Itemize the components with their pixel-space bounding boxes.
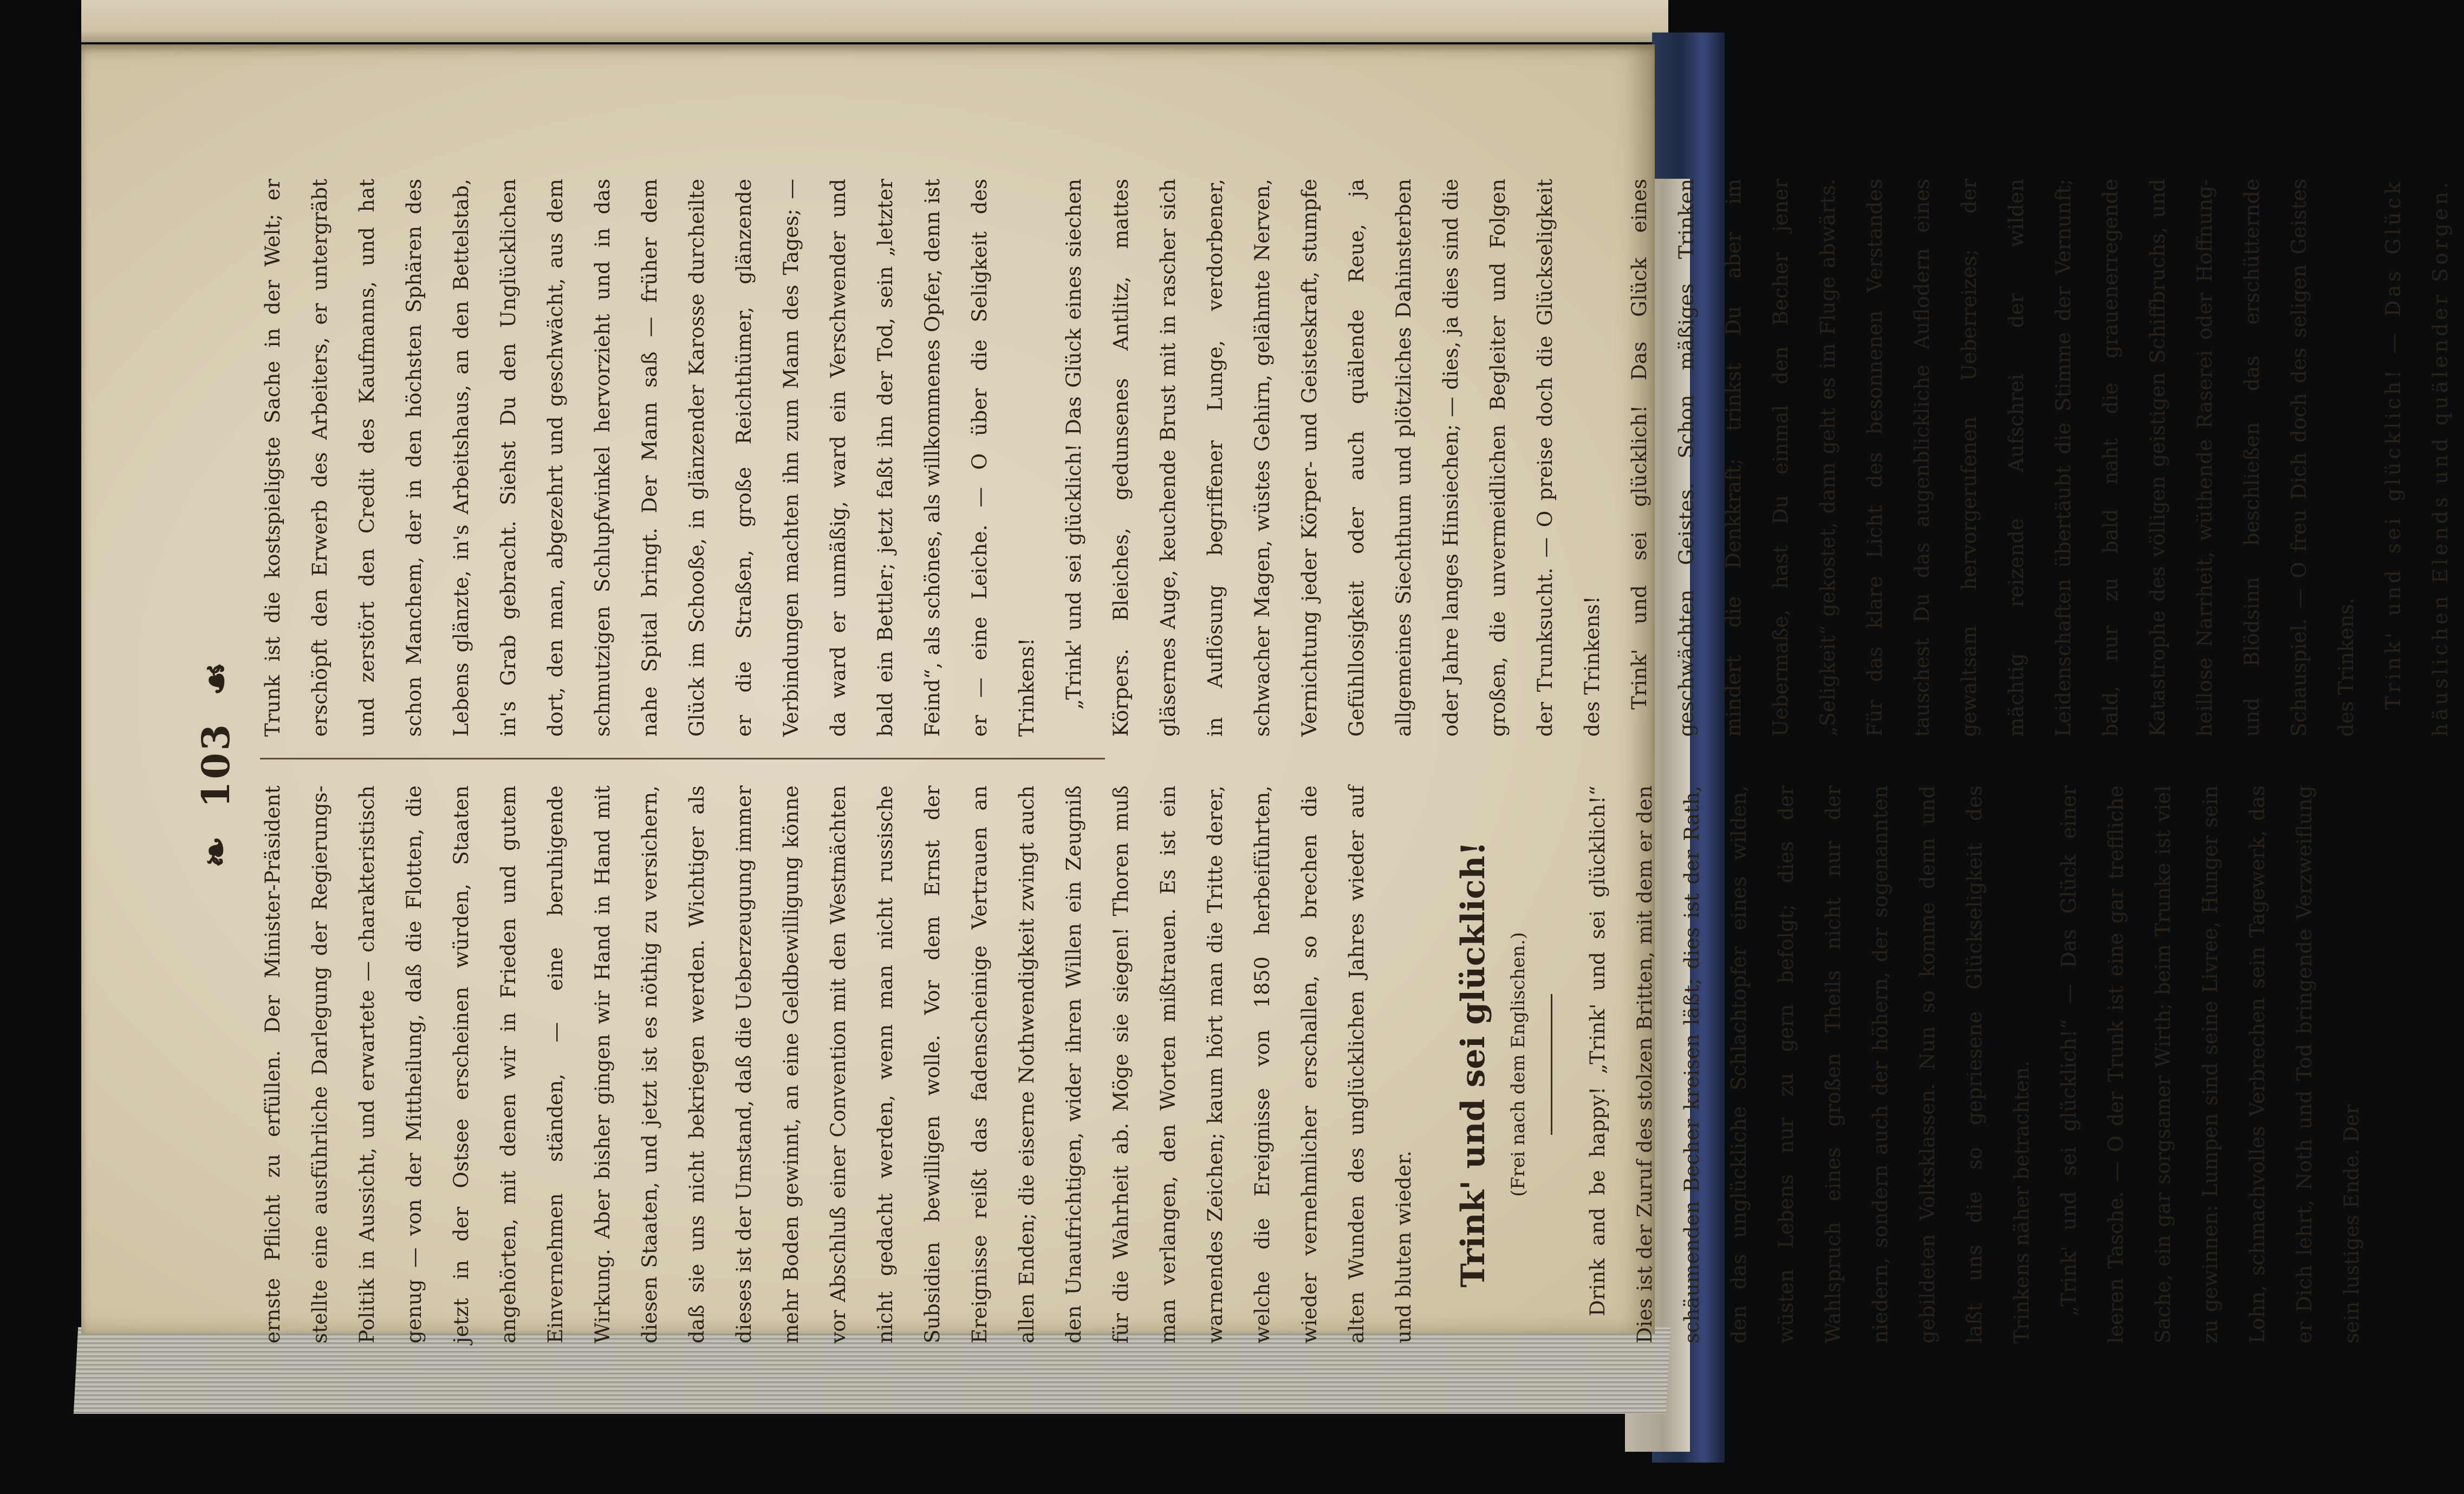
page-number: 103 [193,722,238,808]
ornament-left-icon: ❧ [193,834,238,868]
right-paragraph-3: Trink' und sei glücklich! Das Glück eines geschwächten Geistes. Schon mäßiges Trinken mindert die Denkkraft; trinkst Du aber im Uebermaße, hast Du einmal den Becher jener „Seligkeit“ gekostet, dann geht es im Fluge abwärts. Für das klare Licht des besonnenen Verstandes tauschest Du das augenblickliche Auflodern eines gewaltsam hervorgerufenen Ueberreizes; der mächtig reizende Aufschrei der wilden Leidenschaften übertäubt die Stimme der Vernunft; bald, nur zu bald naht die grauenerregende Katastrophe des völligen geistigen Schiffbruchs, und heillose Narrheit, wüthende Raserei oder Hoffnung- und Blödsinn beschließen das erschütternde Schauspiel. — O freu Dich doch des seligen Geistes des Trinkens. [1627,179,2358,737]
right-paragraph-1: Trunk ist die kostspieligste Sache in der Welt; er erschöpft den Erwerb des Arbeiters, er untergräbt und zerstört den Credit des Kaufmanns, und hat schon Manchem, der in den höchsten Sphären des Lebens glänzte, in's Arbeitshaus, an den Bettelstab, in's Grab gebracht. Siehst Du den Unglücklichen dort, den man, abgezehrt und geschwächt, aus dem schmutzigen Schlupfwinkel hervorzieht und in das nahe Spital bringt. Der Mann saß — früher dem Glück im Schooße, in glänzender Karosse durcheilte er die Straßen, große Reichthümer, glänzende Verbindungen machten ihn zum Mann des Tages; — da ward er unmäßig, ward ein Verschwender und bald ein Bettler; jetzt faßt ihn der Tod, sein „letzter Feind“, als schönes, als willkommenes Opfer, denn ist er — eine Leiche. — O über die Seligkeit des Trinkens! [261,179,1038,737]
page-header [190,168,244,1360]
title-rule [1551,994,1552,1135]
left-paragraph-2: Drink and be happy! „Trink' und sei glücklich!“ Dies ist der Zuruf des stolzen Britten, mit dem er den schäumenden Becher kreisen läßt; dies ist der Rath, den das unglückliche Schlachtopfer eines wilden, wüsten Lebens nur zu gern befolgt; dies der Wahlspruch eines großen Theils nicht nur der niedern, sondern auch der höhern, der sogenannten gebildeten Volksklassen. Nun so komme denn und laßt uns die so gepriesene Glückseligkeit des Trinkens näher betrachten. [1585,785,2033,1343]
left-paragraph-3: „Trink' und sei glücklich!“ — Das Glück einer leeren Tasche. — O der Trunk ist eine gar treffliche Sache, ein gar sorgsamer Wirth; beim Trunke ist viel zu gewinnen: Lumpen sind seine Livree, Hunger sein Lohn, schmachvolles Verbrechen sein Tagewerk, das er Dich lehrt, Noth und Tod bringende Verzweiflung sein lustiges Ende. Der [2057,785,2363,1343]
rotated-page-content [168,60,2452,1360]
ornament-right-icon: ☙ [193,659,238,696]
right-paragraph-4: Trink' und sei glücklich! — Das Glück häuslichen Elends und quälender Sorgen. [2381,179,2452,737]
article-subtitle: (Frei nach dem Englischen.) [1507,932,1529,1197]
right-paragraph-2: „Trink' und sei glücklich! Das Glück eines siechen Körpers. Bleiches, gedunsenes Antlitz, mattes gläsernes Auge, keuchende Brust mit in rascher sich in Auflösung begriffener Lunge, verdorbener, schwacher Magen, wüstes Gehirn, gelähmte Nerven, Vernichtung jeder Körper- und Geisteskraft, stumpfe Gefühllosigkeit oder auch quälende Reue, ja allgemeines Siechthum und plötzliches Dahinsterben oder Jahre langes Hinsiechen; — dies, ja dies sind die großen, die unvermeidlichen Begleiter und Folgen der Trunksucht. — O preise doch die Glückseligkeit des Trinkens! [1062,179,1604,737]
right-column [249,179,2464,737]
article-title: Trink' und sei glücklich! [1454,841,1492,1288]
previous-page-edge [81,0,1668,42]
left-column [249,785,2375,1343]
left-paragraph-1: ernste Pflicht zu erfüllen. Der Minister-Präsident stellte eine ausführliche Darlegung der Regierungs-Politik in Aussicht, und erwartete — charakteristisch genug — von der Mittheilung, daß die Flotten, die jetzt in der Ostsee erscheinen würden, Staaten angehörten, mit denen wir in Frieden und gutem Einvernehmen ständen, — eine beruhigende Wirkung. Aber bisher gingen wir Hand in Hand mit diesen Staaten, und jetzt ist es nöthig zu versichern, daß sie uns nicht bekriegen werden. Wichtiger als dieses ist der Umstand, daß die Ueberzeugung immer mehr Boden gewinnt, an eine Geldbewilligung könne vor Abschluß einer Convention mit den Westmächten nicht gedacht werden, wenn man nicht russische Subsidien bewilligen wolle. Vor dem Ernst der Ereignisse reißt das fadenscheinige Vertrauen an allen Enden; die eiserne Nothwendigkeit zwingt auch den Unaufrichtigen, wider ihren Willen ein Zeugniß für die Wahrheit ab. Möge sie siegen! Thoren muß man verlangen, den Worten mißtrauen. Es ist ein warnendes Zeichen; kaum hört man die Tritte derer, welche die Ereignisse von 1850 herbeiführten, wieder vernehmlicher erschallen, so brechen die alten Wunden des unglücklichen Jahres wieder auf und bluten wieder. [261,785,1415,1343]
column-divider [260,758,1105,759]
